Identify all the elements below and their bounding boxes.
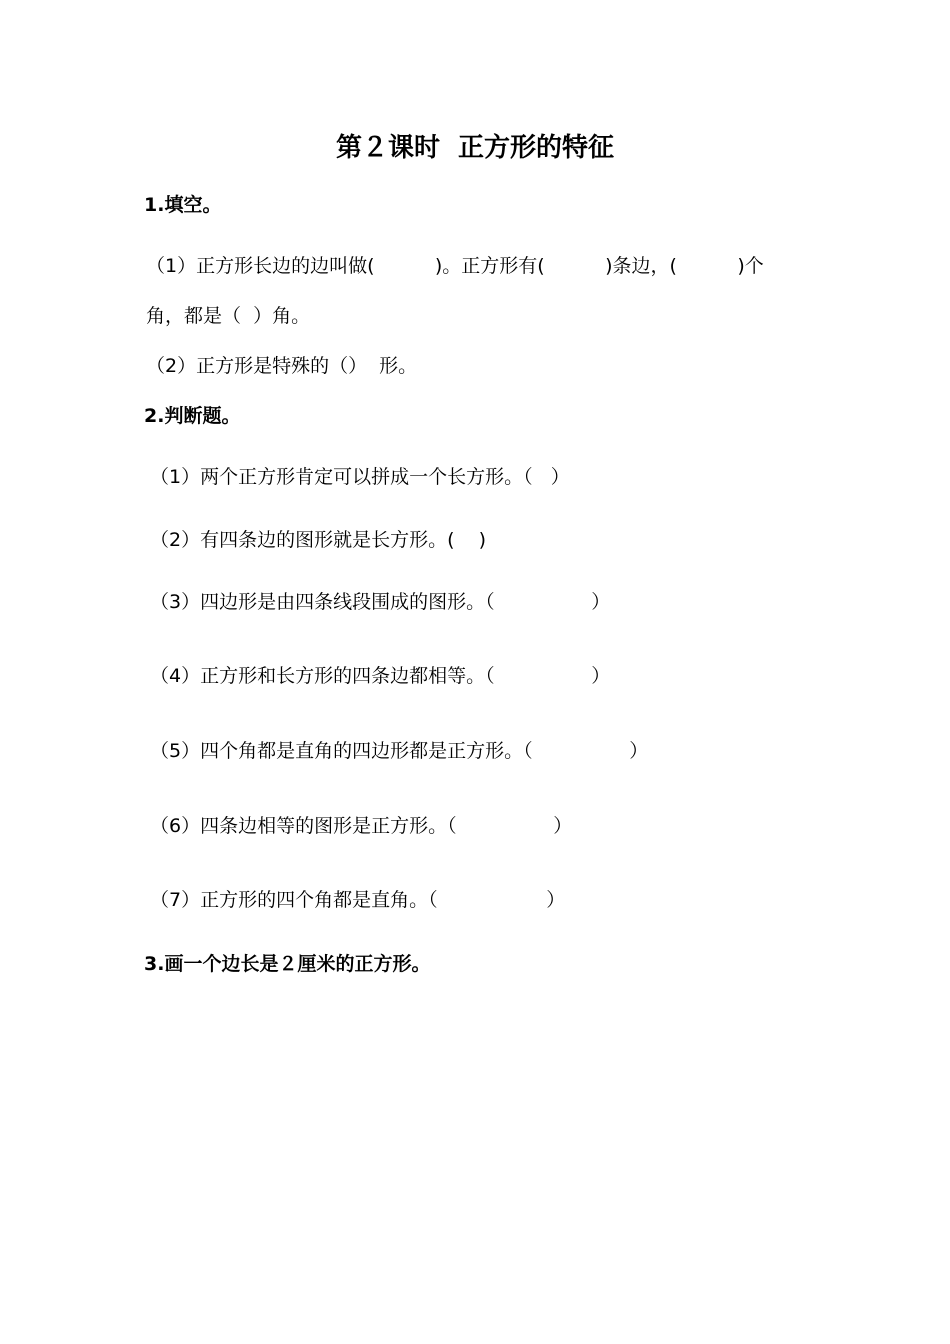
true-false-item-6: （6）四条边相等的图形是正方形。（ ） bbox=[150, 815, 573, 837]
section-heading-fill-blank: 1.填空。 bbox=[144, 194, 222, 216]
section-heading-draw-square: 3.画一个边长是２厘米的正方形。 bbox=[144, 953, 431, 975]
true-false-item-2: （2）有四条边的图形就是长方形。( ) bbox=[150, 529, 487, 551]
fill-blank-question-1-line-2: 角，都是（ ）角。 bbox=[146, 305, 311, 327]
true-false-item-5: （5）四个角都是直角的四边形都是正方形。（ ） bbox=[150, 740, 649, 762]
fill-blank-question-2: （2）正方形是特殊的（） 形。 bbox=[146, 355, 418, 377]
true-false-item-1: （1）两个正方形肯定可以拼成一个长方形。（ ） bbox=[150, 466, 570, 488]
true-false-item-4: （4）正方形和长方形的四条边都相等。（ ） bbox=[150, 665, 611, 687]
true-false-item-3: （3）四边形是由四条线段围成的图形。（ ） bbox=[150, 591, 611, 613]
page-title: 第２课时 正方形的特征 bbox=[335, 133, 615, 163]
fill-blank-question-1-line-1: （1）正方形长边的边叫做( )。正方形有( )条边，( )个 bbox=[146, 255, 764, 277]
section-heading-true-false: 2.判断题。 bbox=[144, 405, 241, 427]
true-false-item-7: （7）正方形的四个角都是直角。（ ） bbox=[150, 889, 566, 911]
